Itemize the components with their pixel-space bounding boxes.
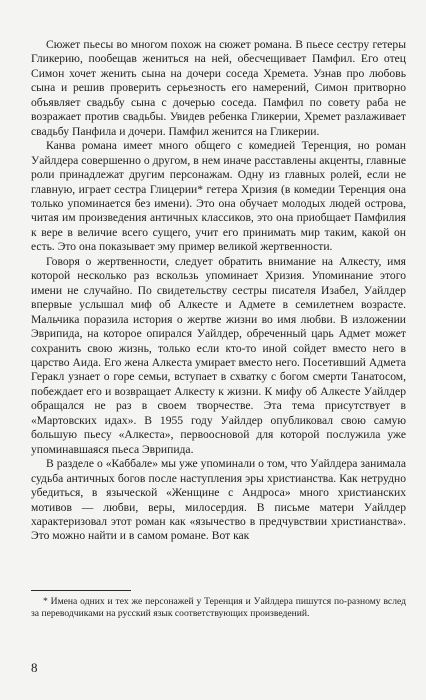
paragraph-2: Канва романа имеет много общего с комедией Теренция, но роман Уайлдера совершенно о другом, в нем иначе расставлены акценты, главные роли принадлежат другим персонажам. Одну из главных ролей, если не главную, играет сестра Глицерии* гетера Хризия (в комедии Теренция она только упоминается без имени). Это она обучает молодых людей острова, читая им произведения античных классиков, это она приобщает Памфилия к вере в величие всего сущего, учит его принимать мир таким, какой он есть. Это она показывает эму пример великой жертвенности. xyxy=(31,139,406,254)
footnote-divider xyxy=(31,590,131,591)
paragraph-3: Говоря о жертвенности, следует обратить внимание на Алкесту, имя которой несколько раз вскользь упоминает Хризия. Упоминание этого имени не случайно. По свидетельству сестры писателя Изабел, Уайлдер впервые услышал миф об Алкесте и Адмете в семилетнем возрасте. Мальчика поразила история о жертве жизни во имя любви. В изложении Эврипида, на которое опирался Уайлдер, обреченный царь Адмет может сохранить свою жизнь, только если кто-то иной сойдет вместо него в царство Аида. Его жена Алкеста умирает вместо него. Посетивший Адмета Геракл узнает о горе семьи, вступает в схватку с богом смерти Танатосом, побеждает его и возвращает Алкесту к жизни. К мифу об Алкесте Уайлдер обращался не раз в своем творчестве. Эта тема присутствует в «Мартовских идах». В 1955 году Уайлдер опубликовал свою самую большую пьесу «Алкеста», первоосновой для которой послужила уже упоминавшаяся пьеса Эврипида. xyxy=(31,254,406,456)
page-number: 8 xyxy=(31,660,38,675)
footnote: * Имена одних и тех же персонажей у Теренция и Уайлдера пишутся по-разному вслед за переводчиками на русский язык соответствующих произведений. xyxy=(31,596,406,619)
paragraph-4: В разделе о «Каббале» мы уже упоминали о том, что Уайлдера занимала судьба античных богов после наступления эры христианства. Как нетрудно убедиться, в языческой «Женщине с Андроса» много христианских мотивов — любви, веры, милосердия. В письме матери Уайлдер характеризовал этот роман как «язычество в предчувствии христианства». Это можно найти и в самом романе. Вот как xyxy=(31,457,406,543)
paragraph-1: Сюжет пьесы во многом похож на сюжет романа. В пьесе сестру гетеры Гликерию, пообещав жениться на ней, обесчещивает Памфил. Его отец Симон хочет женить сына на дочери соседа Хремета. Узнав про любовь сына и решив проверить серьезность его намерений, Симон притворно объявляет свадьбу сына с дочерью соседа. Памфил по совету раба не возражает против свадьбы. Увидев ребенка Гликерии, Хремет разлаживает свадьбу Панфила и дочери. Памфил женится на Гликерии. xyxy=(31,38,406,138)
main-text xyxy=(31,38,406,544)
